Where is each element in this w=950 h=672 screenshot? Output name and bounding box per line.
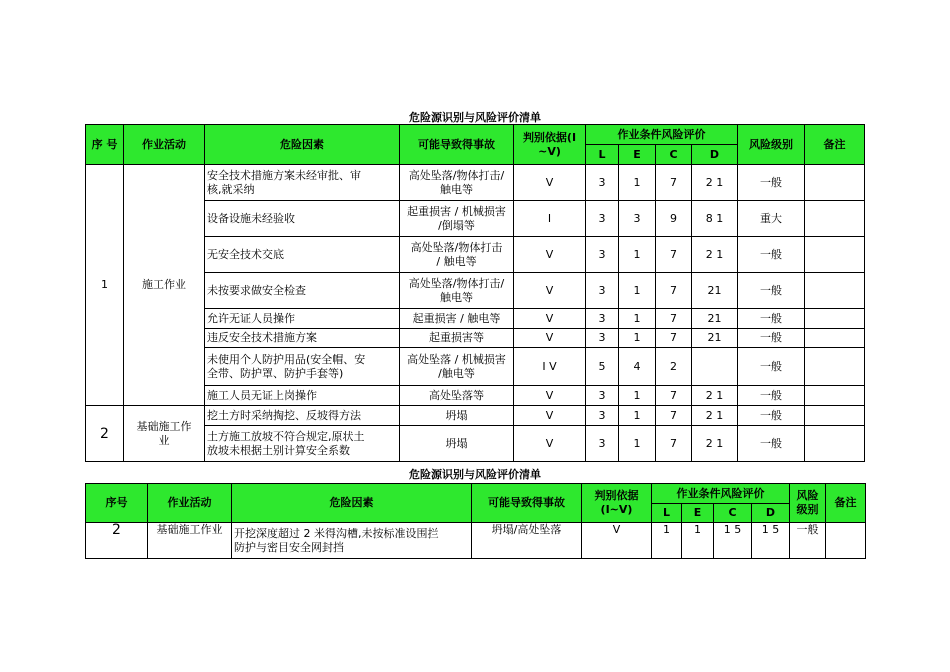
table-row bbox=[86, 406, 865, 426]
cell-E: 1 bbox=[619, 237, 656, 273]
cell-accident: 坍塌 bbox=[400, 426, 514, 462]
cell-level: 一般 bbox=[738, 273, 805, 309]
cell-hazard: 设备设施未经验收 bbox=[205, 201, 400, 237]
header-E: E bbox=[619, 145, 656, 165]
header-C: C bbox=[714, 504, 752, 523]
hazard-table-1 bbox=[85, 124, 865, 462]
cell-accident: 高处坠落/物体打击 / 触电等 bbox=[400, 237, 514, 273]
cell-basis: I V bbox=[514, 348, 586, 386]
cell-remark bbox=[805, 426, 865, 462]
cell-L: 3 bbox=[586, 329, 619, 348]
header-hazard: 危险因素 bbox=[232, 484, 472, 523]
cell-C: 7 bbox=[656, 386, 692, 406]
cell-level: 一般 bbox=[790, 523, 826, 559]
header-remark: 备注 bbox=[805, 125, 865, 165]
cell-accident: 高处坠落等 bbox=[400, 386, 514, 406]
cell-hazard: 违反安全技术措施方案 bbox=[205, 329, 400, 348]
cell-E: 1 bbox=[619, 309, 656, 329]
cell-D: 2 1 bbox=[692, 237, 738, 273]
cell-level: 一般 bbox=[738, 386, 805, 406]
cell-accident: 高处坠落/物体打击/ 触电等 bbox=[400, 165, 514, 201]
cell-L: 5 bbox=[586, 348, 619, 386]
group-seq: 1 bbox=[86, 165, 124, 406]
cell-L: 3 bbox=[586, 273, 619, 309]
header-seq: 序号 bbox=[86, 484, 148, 523]
cell-remark bbox=[805, 165, 865, 201]
cell-seq: 2 bbox=[86, 523, 148, 559]
cell-D: 2 1 bbox=[692, 165, 738, 201]
cell-hazard: 无安全技术交底 bbox=[205, 237, 400, 273]
cell-accident: 高处坠落/物体打击/ 触电等 bbox=[400, 273, 514, 309]
table-title-2: 危险源识别与风险评价清单 bbox=[409, 468, 541, 481]
cell-hazard: 土方施工放坡不符合规定,原状土 放坡未根据土别计算安全系数 bbox=[205, 426, 400, 462]
cell-D: 21 bbox=[692, 309, 738, 329]
cell-L: 3 bbox=[586, 201, 619, 237]
group-activity: 施工作业 bbox=[124, 165, 205, 406]
header-D: D bbox=[692, 145, 738, 165]
header-accident: 可能导致得事故 bbox=[400, 125, 514, 165]
cell-remark bbox=[805, 273, 865, 309]
cell-basis: V bbox=[514, 386, 586, 406]
header-L: L bbox=[652, 504, 682, 523]
cell-level: 一般 bbox=[738, 426, 805, 462]
header-condition-eval: 作业条件风险评价 bbox=[586, 125, 738, 145]
cell-basis: V bbox=[514, 273, 586, 309]
cell-level: 一般 bbox=[738, 165, 805, 201]
group-activity: 基础施工作 业 bbox=[124, 406, 205, 462]
cell-D: 8 1 bbox=[692, 201, 738, 237]
cell-E: 1 bbox=[619, 329, 656, 348]
cell-basis: V bbox=[514, 165, 586, 201]
cell-L: 3 bbox=[586, 165, 619, 201]
cell-C: 7 bbox=[656, 273, 692, 309]
cell-hazard: 安全技术措施方案未经审批、审 核,就采纳 bbox=[205, 165, 400, 201]
cell-C: 2 bbox=[656, 348, 692, 386]
cell-C: 7 bbox=[656, 426, 692, 462]
cell-C: 9 bbox=[656, 201, 692, 237]
cell-D: 21 bbox=[692, 329, 738, 348]
cell-hazard: 开挖深度超过 2 米得沟槽,未按标准设围拦 防护与密目安全网封挡 bbox=[232, 523, 472, 559]
header-activity: 作业活动 bbox=[124, 125, 205, 165]
header-E: E bbox=[682, 504, 714, 523]
cell-accident: 坍塌/高处坠落 bbox=[472, 523, 582, 559]
cell-accident: 起重损害 / 机械损害 /倒塌等 bbox=[400, 201, 514, 237]
hazard-table-2 bbox=[85, 483, 866, 559]
header-L: L bbox=[586, 145, 619, 165]
cell-D: 21 bbox=[692, 273, 738, 309]
cell-remark bbox=[805, 386, 865, 406]
cell-E: 1 bbox=[682, 523, 714, 559]
cell-E: 4 bbox=[619, 348, 656, 386]
cell-remark bbox=[805, 406, 865, 426]
header-D: D bbox=[752, 504, 790, 523]
header-level: 风险级别 bbox=[738, 125, 805, 165]
cell-accident: 高处坠落 / 机械损害 /触电等 bbox=[400, 348, 514, 386]
cell-basis: V bbox=[514, 329, 586, 348]
header-condition-eval: 作业条件风险评价 bbox=[652, 484, 790, 504]
cell-remark bbox=[805, 329, 865, 348]
header-remark: 备注 bbox=[826, 484, 866, 523]
cell-D: 2 1 bbox=[692, 426, 738, 462]
cell-basis: V bbox=[514, 237, 586, 273]
cell-hazard: 施工人员无证上岗操作 bbox=[205, 386, 400, 406]
cell-hazard: 未按要求做安全检查 bbox=[205, 273, 400, 309]
cell-C: 1 5 bbox=[714, 523, 752, 559]
cell-C: 7 bbox=[656, 309, 692, 329]
cell-accident: 坍塌 bbox=[400, 406, 514, 426]
cell-level: 一般 bbox=[738, 406, 805, 426]
cell-L: 3 bbox=[586, 386, 619, 406]
cell-D: 2 1 bbox=[692, 406, 738, 426]
header-level: 风险 级别 bbox=[790, 484, 826, 523]
cell-E: 1 bbox=[619, 406, 656, 426]
cell-accident: 起重损害 / 触电等 bbox=[400, 309, 514, 329]
table-row bbox=[86, 165, 865, 201]
header-C: C bbox=[656, 145, 692, 165]
group-seq: 2 bbox=[86, 406, 124, 462]
cell-remark bbox=[805, 237, 865, 273]
header-seq: 序 号 bbox=[86, 125, 124, 165]
cell-L: 3 bbox=[586, 309, 619, 329]
cell-D: 2 1 bbox=[692, 386, 738, 406]
cell-level: 一般 bbox=[738, 329, 805, 348]
cell-basis: V bbox=[514, 426, 586, 462]
cell-L: 3 bbox=[586, 237, 619, 273]
cell-D bbox=[692, 348, 738, 386]
cell-E: 1 bbox=[619, 273, 656, 309]
header-activity: 作业活动 bbox=[148, 484, 232, 523]
cell-remark bbox=[805, 348, 865, 386]
cell-E: 1 bbox=[619, 165, 656, 201]
cell-hazard: 允许无证人员操作 bbox=[205, 309, 400, 329]
cell-remark bbox=[826, 523, 866, 559]
cell-L: 3 bbox=[586, 406, 619, 426]
header-basis: 判别依据(I ~V) bbox=[514, 125, 586, 165]
cell-level: 一般 bbox=[738, 237, 805, 273]
cell-C: 7 bbox=[656, 165, 692, 201]
table-title-1: 危险源识别与风险评价清单 bbox=[409, 111, 541, 124]
cell-level: 一般 bbox=[738, 348, 805, 386]
cell-activity: 基础施工作业 bbox=[148, 523, 232, 559]
cell-E: 3 bbox=[619, 201, 656, 237]
cell-C: 7 bbox=[656, 237, 692, 273]
cell-level: 一般 bbox=[738, 309, 805, 329]
cell-basis: I bbox=[514, 201, 586, 237]
cell-E: 1 bbox=[619, 426, 656, 462]
cell-L: 3 bbox=[586, 426, 619, 462]
cell-L: 1 bbox=[652, 523, 682, 559]
header-accident: 可能导致得事故 bbox=[472, 484, 582, 523]
table-row bbox=[86, 523, 866, 559]
cell-C: 7 bbox=[656, 329, 692, 348]
cell-C: 7 bbox=[656, 406, 692, 426]
cell-accident: 起重损害等 bbox=[400, 329, 514, 348]
cell-basis: V bbox=[582, 523, 652, 559]
cell-D: 1 5 bbox=[752, 523, 790, 559]
cell-remark bbox=[805, 201, 865, 237]
cell-remark bbox=[805, 309, 865, 329]
cell-basis: V bbox=[514, 309, 586, 329]
cell-level: 重大 bbox=[738, 201, 805, 237]
cell-basis: V bbox=[514, 406, 586, 426]
header-hazard: 危险因素 bbox=[205, 125, 400, 165]
cell-hazard: 未使用个人防护用品(安全帽、安 全带、防护罩、防护手套等) bbox=[205, 348, 400, 386]
header-basis: 判别依据 (I~V) bbox=[582, 484, 652, 523]
cell-E: 1 bbox=[619, 386, 656, 406]
cell-hazard: 挖土方时采纳掏挖、反坡得方法 bbox=[205, 406, 400, 426]
